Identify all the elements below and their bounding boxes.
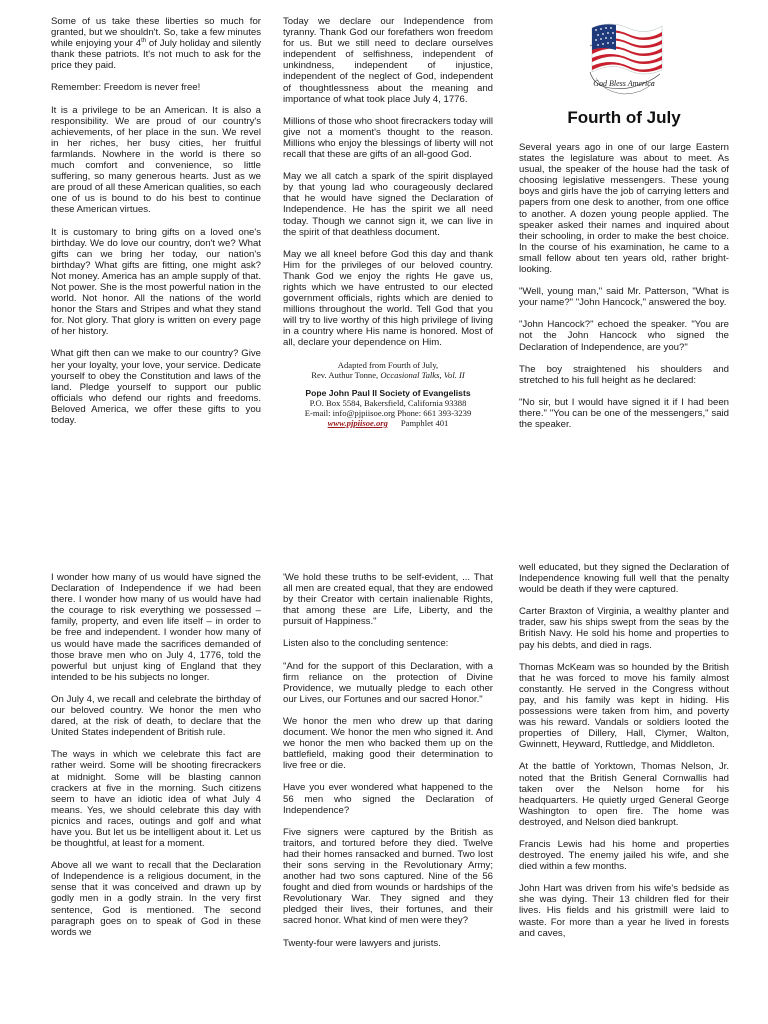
paragraph: Five signers were captured by the British as traitors, and tortured before they died. Twelve had their homes ransacked and burned. Two lost their sons serving in the Revolutionary Army; another had two sons captured. Nine of the 56 fought and died from wounds or hardships of the Revolutionary War. They signed and they pledged their lives, their fortunes, and their sacred honor. What kind of men were they?: [283, 826, 493, 927]
paragraph: Twenty-four were lawyers and jurists.: [283, 937, 441, 949]
paragraph: Today we declare our Independence from tyranny. Thank God our forefathers won freedom for us. But we still need to declare ourselves independent of selfishness, independent of unkindness, independent of injustice, independent of the neglect of God, independent of thoughtlessness about the meaning and importance of what took place July 4, 1776.: [283, 16, 493, 105]
pamphlet-number: Pamphlet 401: [400, 417, 449, 428]
american-flag-icon: [576, 16, 672, 102]
paragraph: We honor the men who drew up that daring document. We honor the men who signed it. And we honor the men who backed them up on the battlefield, making good their determination to live free or die.: [283, 715, 493, 772]
credits-contact: E-mail: info@pjpiisoe.org Phone: 661 393-3239: [304, 407, 472, 418]
flag-logo: [519, 16, 729, 102]
paragraph: On July 4, we recall and celebrate the birthday of our beloved country. We honor the men who dared, at the risk of death, to declare that the United States independent of British rule.: [51, 693, 261, 739]
column-3-top: [519, 16, 729, 536]
paragraph: "No sir, but I would have signed it if I had been there." "You can be one of the messengers," said the speaker.: [519, 396, 729, 430]
paragraph: John Hart was driven from his wife's bedside as she was dying. Their 13 children fled for their lives. His fields and his gristmill were laid to waste. For more than a year he lived in forests and caves,: [519, 883, 729, 939]
paragraph: Carter Braxton of Virginia, a wealthy planter and trader, saw his ships swept from the seas by the British Navy. He sold his home and properties to pay his debts, and died in rags.: [519, 606, 729, 651]
page-title: Fourth of July: [567, 108, 681, 127]
credits-society: Pope John Paul II Society of Evangelists: [305, 387, 471, 398]
column-1-top: [51, 16, 261, 536]
paragraph: May we all kneel before God this day and thank Him for the privileges of our beloved country. Thank God we enjoy the rights He gave us, rights which we have entrusted to our elected government officials, rights which are denied to millions throughout the world. Tell God that you will try to live worthy of this high privilege of living in a country where His name is honored. Most of all, declare your dependence on Him.: [283, 248, 493, 349]
credits-address: P.O. Box 5584, Bakersfield, California 93388: [309, 397, 467, 408]
flag-caption: God Bless America: [593, 79, 655, 88]
website-link[interactable]: www.pjpiisoe.org: [327, 417, 388, 428]
paragraph: Some of us take these liberties so much for granted, but we shouldn't. So, take a few minutes while enjoying your 4th of July holiday and silently thank these patriots. It's not much to ask for the price they paid.: [51, 16, 261, 72]
paragraph: At the battle of Yorktown, Thomas Nelson, Jr. noted that the British General Cornwallis had taken over the Nelson home for his headquarters. He quietly urged General George Washington to open fire. The home was destroyed, and Nelson died bankrupt.: [519, 761, 729, 828]
paragraph: It is customary to bring gifts on a loved one's birthday. We do love our country, don't we? What gifts can we bring her today, our nation's birthday? What gifts are fitting, one might ask? Not money. America has an ample supply of that. Not power. She is the most powerful nation in the world. Not honor. All the nations of the world honor the Stars and Stripes and what they stand for. Not glory. That glory is written on every page of her history.: [51, 226, 261, 338]
paragraph: "And for the support of this Declaration, with a firm reliance on the protection of Divine Providence, we mutually pledge to each other our Lives, our Fortunes and our sacred Honor.": [283, 660, 493, 705]
paragraph: Listen also to the concluding sentence:: [283, 638, 449, 650]
paragraph: 'We hold these truths to be self-evident, ... That all men are created equal, that they are endowed by their Creator with certain inalienable Rights, that among these are Life, Liberty, and the pursuit of Happiness.": [283, 572, 493, 628]
paragraph: The boy straightened his shoulders and stretched to his full height as he declared:: [519, 363, 729, 386]
paragraph: well educated, but they signed the Declaration of Independence knowing full well that the penalty would be death if they were captured.: [519, 562, 729, 596]
column-2-top: [283, 16, 493, 536]
paragraph: The ways in which we celebrate this fact are rather weird. Some will be shooting firecrackers at midnight. Some will be blasting cannon crackers at five in the morning. Such citizens seem to have an idiotic idea of what July 4 means. Yes, we should celebrate this day with picnics and races, outings and golf and what have you. But let us be intelligent about it. Let us be thoughtful, at least for a moment.: [51, 749, 261, 850]
paragraph: It is a privilege to be an American. It is also a responsibility. We are proud of our country's achievements, of her place in the sun. We revel in her riches, her busy cities, her fruitful farmlands. Nowhere in the world is there so much comfort and convenience, so little suffering, so many generous hearts. Just as we are proud of all these American qualities, so each one of us is bound to do his best to continue these American virtues.: [51, 104, 261, 216]
paragraph: Francis Lewis had his home and properties destroyed. The enemy jailed his wife, and she died within a few months.: [519, 838, 729, 873]
paragraph: "John Hancock?" echoed the speaker. "You are not the John Hancock who signed the Declaration of Independence, are you?": [519, 319, 729, 353]
paragraph: May we all catch a spark of the spirit displayed by that young lad who courageously declared that he would have signed the Declaration of Independence. He has the spirit we all need today. Though we cannot sign it, we can live in the spirit of that deathless document.: [283, 171, 493, 238]
credits-author: Rev. Authur Tonne, Occasional Talks, Vol. II: [311, 369, 465, 380]
paragraph: Have you ever wondered what happened to the 56 men who signed the Declaration of Independence?: [283, 782, 493, 816]
paragraph: Millions of those who shoot firecrackers today will give not a moment's thought to the reason. Millions who enjoy the blessings of liberty will not recall that these are gifts of an all-good God.: [283, 115, 493, 161]
paragraph: Above all we want to recall that the Declaration of Independence is a religious document, in the sense that it was conceived and drawn up by godly men in a godly strain. In the very first sentence, God is mentioned. The second paragraph goes on to speak of God in these words we: [51, 860, 261, 938]
paragraph: Thomas McKeam was so hounded by the British that he was forced to move his family almost constantly. He served in the Congress without pay, and his family was kept in hiding. His possessions were taken from him, and poverty was his reward. Vandals or soldiers looted the properties of Dillery, Hall, Clymer, Walton, Gwinnett, Heyward, Ruttledge, and Middleton.: [519, 661, 729, 751]
paragraph: Several years ago in one of our large Eastern states the legislature was about to meet. As usual, the speaker of the house had the task of choosing legislative messengers. These young boys and girls have the job of carrying letters and papers from one desk to another, from one office to another. A dozen young people applied. The speaker asked their names and inquired about their schooling, in order to make the best choice. In the course of his examination, he came to a small fellow about ten years old, rather bright-looking.: [519, 142, 729, 276]
credits-adapted: Adapted from Fourth of July,: [337, 359, 439, 370]
paragraph: What gift then can we make to our country? Give her your loyalty, your love, your service. Dedicate yourself to obey the Constitution and laws of the land. Pledge yourself to support our public officials who defend our rights and freedoms. Beloved America, we offer these gifts to you today.: [51, 348, 261, 426]
column-3-bottom: [519, 562, 729, 1024]
credits-web-line: [283, 418, 493, 428]
column-2-bottom: [283, 572, 493, 1024]
paragraph: "Well, young man," said Mr. Patterson, "What is your name?" "John Hancock," answered the boy.: [519, 286, 729, 309]
paragraph: Remember: Freedom is never free!: [51, 82, 201, 94]
credits-block: [283, 360, 493, 428]
paragraph: I wonder how many of us would have signed the Declaration of Independence if we had been there. I wonder how many of us would have had the courage to risk everything we possessed – family, property, and even life itself – in order to be free and independent. I wonder how many of us would have made the sacrifices demanded of those brave men who on July 4, 1776, told the powerful but unjust king of England that they intended to be his subjects no longer.: [51, 572, 261, 683]
column-1-bottom: [51, 572, 261, 1024]
